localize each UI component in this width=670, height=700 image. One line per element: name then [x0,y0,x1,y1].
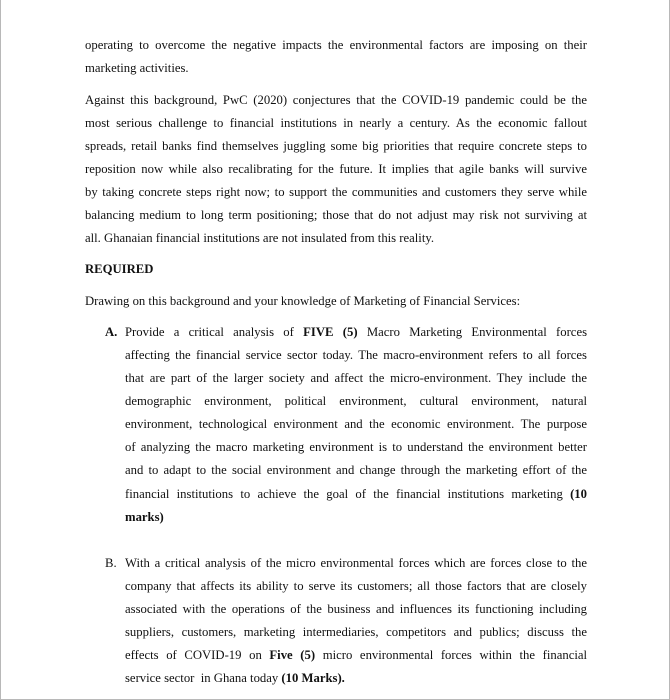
background-line-1: Against this background, PwC (2020) conjectures that the COVID-19 pandemic could be the [85,93,587,107]
question-a-line-4: demographic environment, political environment, cultural environment, natural [125,394,587,408]
question-b-marks-bold: (10 Marks). [281,671,345,685]
question-a-line-2: affecting the financial service sector today. The macro-environment refers to all forces [125,348,587,362]
intro-line-1: operating to overcome the negative impacts the environmental factors are imposing on their [85,38,587,52]
question-b-line-6-pre: service sector in Ghana today [125,671,282,685]
background-line-6: balancing medium to long term positioning; those that do not adjust may risk not surviving at [85,208,587,222]
question-a-line-1-pre: Provide a critical analysis of [125,325,304,339]
question-b-line-5-post: micro environmental forces within the financial [315,648,588,662]
question-b-line-4: suppliers, customers, marketing intermediaries, competitors and publics; discuss the [125,625,587,639]
question-a-line-9: marks) [125,510,164,524]
question-b-line-5 [125,647,587,663]
background-line-2: most serious challenge to financial institutions in nearly a century. As the economic fallout [85,116,587,130]
question-a-marks-bold: (10 [570,487,587,501]
instruction-text: Drawing on this background and your knowledge of Marketing of Financial Services: [85,294,521,308]
question-a-line-6: of analyzing the macro marketing environment is to understand the environment better [125,440,587,454]
question-a-line-8 [125,486,587,502]
background-line-4: reposition now while also recalibrating for the future. It implies that agile banks will survive [85,162,587,176]
question-a-marker: A. [105,325,118,339]
question-b-line-5-pre: effects of COVID-19 on [125,648,270,662]
background-line-3: spreads, retail banks find themselves juggling some big priorities that require concrete steps to [85,139,587,153]
question-b-line-1: With a critical analysis of the micro environmental forces which are forces close to the [125,556,587,570]
intro-line-2: marketing activities. [85,61,189,75]
question-b-marker: B. [105,556,117,570]
question-b-line-6 [125,670,345,686]
question-a-line-8-pre: financial institutions to achieve the goal of the financial institutions marketing [125,487,571,501]
background-line-7: all. Ghanaian financial institutions are not insulated from this reality. [85,231,435,245]
background-line-5: by taking concrete steps right now; to support the communities and customers they serve while [85,185,587,199]
question-a-line-5: environment, technological environment and the economic environment. The purpose [125,417,587,431]
question-a-line-1-post: Macro Marketing Environmental forces [357,325,588,339]
question-a-line-1 [125,324,587,340]
question-b-line-3: associated with the operations of the business and influences its functioning including [125,602,587,616]
question-b-five-bold: Five (5) [269,648,316,662]
required-heading: REQUIRED [85,262,154,276]
question-b-line-2: company that affects its ability to serve its customers; all those factors that are closely [125,579,587,593]
question-a-line-7: and to adapt to the social environment and change through the marketing effort of the [125,463,587,477]
question-a-five-bold: FIVE (5) [303,325,358,339]
question-a-line-3: that are part of the larger society and affect the micro-environment. They include the [125,371,587,385]
